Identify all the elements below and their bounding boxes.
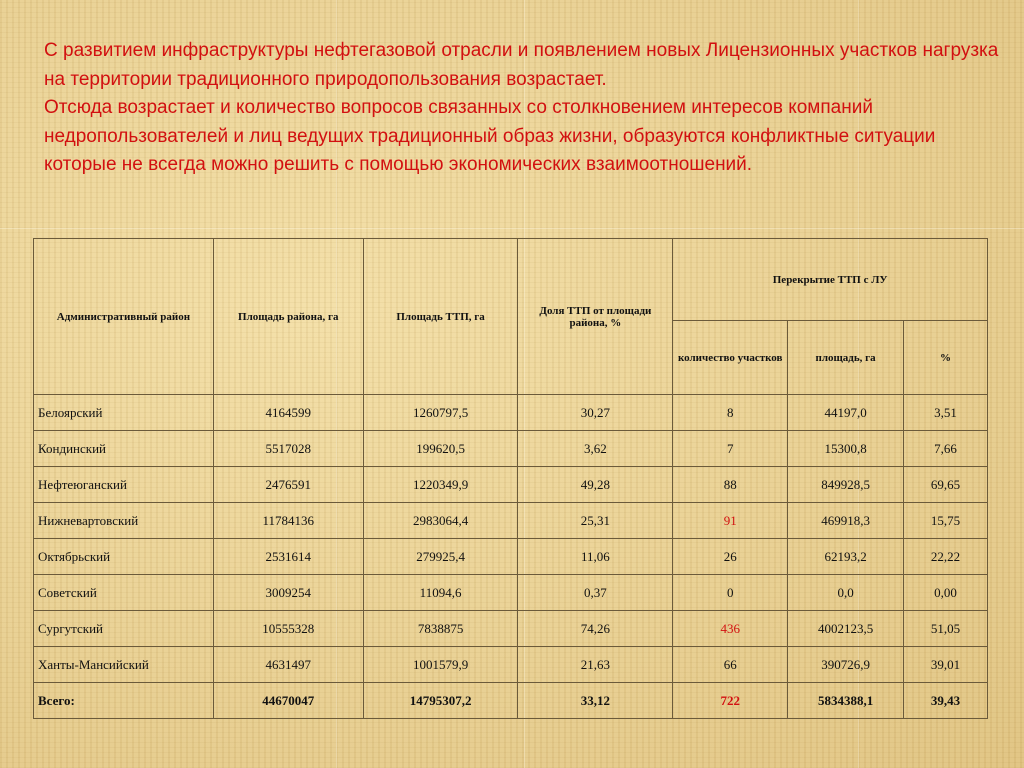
cell-ttp: 279925,4 bbox=[363, 539, 518, 575]
cell-pct: 15,75 bbox=[904, 503, 988, 539]
cell-total-area: 44670047 bbox=[213, 683, 363, 719]
cell-area: 11784136 bbox=[213, 503, 363, 539]
cell-pct: 51,05 bbox=[904, 611, 988, 647]
cell-overlap-area: 0,0 bbox=[788, 575, 904, 611]
cell-count: 8 bbox=[673, 395, 788, 431]
header-count: количество участков bbox=[673, 321, 788, 395]
cell-district: Кондинский bbox=[34, 431, 214, 467]
cell-total-share: 33,12 bbox=[518, 683, 673, 719]
table-row bbox=[34, 503, 988, 539]
cell-share: 11,06 bbox=[518, 539, 673, 575]
cell-district: Ханты-Мансийский bbox=[34, 647, 214, 683]
cell-area: 10555328 bbox=[213, 611, 363, 647]
cell-share: 25,31 bbox=[518, 503, 673, 539]
cell-overlap-area: 4002123,5 bbox=[788, 611, 904, 647]
cell-share: 74,26 bbox=[518, 611, 673, 647]
cell-district: Сургутский bbox=[34, 611, 214, 647]
intro-paragraph-2: Отсюда возрастает и количество вопросов связанных со столкновением интересов компаний недропользователей и лиц ведущих традиционный образ жизни, образуются конфликтные ситуации которые не всегда можно решить с помощью экономических взаимоотношений. bbox=[44, 97, 936, 175]
cell-pct: 22,22 bbox=[904, 539, 988, 575]
cell-area: 3009254 bbox=[213, 575, 363, 611]
table-row bbox=[34, 647, 988, 683]
cell-count: 66 bbox=[673, 647, 788, 683]
cell-count: 7 bbox=[673, 431, 788, 467]
cell-count: 26 bbox=[673, 539, 788, 575]
cell-pct: 39,01 bbox=[904, 647, 988, 683]
cell-ttp: 1260797,5 bbox=[363, 395, 518, 431]
table-total-row bbox=[34, 683, 988, 719]
cell-share: 49,28 bbox=[518, 467, 673, 503]
cell-area: 4631497 bbox=[213, 647, 363, 683]
cell-count: 88 bbox=[673, 467, 788, 503]
cell-pct: 69,65 bbox=[904, 467, 988, 503]
cell-overlap-area: 15300,8 bbox=[788, 431, 904, 467]
overlap-table bbox=[33, 238, 988, 719]
cell-pct: 0,00 bbox=[904, 575, 988, 611]
background-gridline bbox=[0, 228, 1024, 229]
cell-pct: 3,51 bbox=[904, 395, 988, 431]
cell-area: 2476591 bbox=[213, 467, 363, 503]
cell-overlap-area: 469918,3 bbox=[788, 503, 904, 539]
header-district: Административный район bbox=[34, 239, 214, 395]
cell-ttp: 1001579,9 bbox=[363, 647, 518, 683]
header-overlap-pct: % bbox=[904, 321, 988, 395]
cell-ttp: 199620,5 bbox=[363, 431, 518, 467]
cell-area: 2531614 bbox=[213, 539, 363, 575]
cell-total-pct: 39,43 bbox=[904, 683, 988, 719]
cell-share: 3,62 bbox=[518, 431, 673, 467]
cell-district: Нижневартовский bbox=[34, 503, 214, 539]
cell-overlap-area: 62193,2 bbox=[788, 539, 904, 575]
cell-ttp: 2983064,4 bbox=[363, 503, 518, 539]
header-overlap-group: Перекрытие ТТП с ЛУ bbox=[673, 239, 988, 321]
cell-total-label: Всего: bbox=[34, 683, 214, 719]
cell-share: 0,37 bbox=[518, 575, 673, 611]
cell-overlap-area: 849928,5 bbox=[788, 467, 904, 503]
cell-share: 30,27 bbox=[518, 395, 673, 431]
cell-ttp: 7838875 bbox=[363, 611, 518, 647]
cell-district: Белоярский bbox=[34, 395, 214, 431]
cell-overlap-area: 390726,9 bbox=[788, 647, 904, 683]
cell-count: 91 bbox=[673, 503, 788, 539]
cell-district: Нефтеюганский bbox=[34, 467, 214, 503]
cell-district: Октябрьский bbox=[34, 539, 214, 575]
table-row bbox=[34, 611, 988, 647]
cell-area: 5517028 bbox=[213, 431, 363, 467]
cell-share: 21,63 bbox=[518, 647, 673, 683]
intro-text bbox=[44, 37, 1004, 180]
cell-district: Советский bbox=[34, 575, 214, 611]
cell-pct: 7,66 bbox=[904, 431, 988, 467]
header-ttp-share: Доля ТТП от площади района, % bbox=[518, 239, 673, 395]
cell-ttp: 1220349,9 bbox=[363, 467, 518, 503]
cell-total-count: 722 bbox=[673, 683, 788, 719]
cell-overlap-area: 44197,0 bbox=[788, 395, 904, 431]
cell-count: 436 bbox=[673, 611, 788, 647]
intro-paragraph-1: С развитием инфраструктуры нефтегазовой отрасли и появлением новых Лицензионных участков нагрузка на территории традиционного природопользования возрастает. bbox=[44, 40, 999, 90]
header-overlap-area: площадь, га bbox=[788, 321, 904, 395]
table-row bbox=[34, 539, 988, 575]
table-row bbox=[34, 395, 988, 431]
table-row bbox=[34, 467, 988, 503]
cell-area: 4164599 bbox=[213, 395, 363, 431]
cell-ttp: 11094,6 bbox=[363, 575, 518, 611]
table-row bbox=[34, 575, 988, 611]
cell-total-overlap-area: 5834388,1 bbox=[788, 683, 904, 719]
header-district-area: Площадь района, га bbox=[213, 239, 363, 395]
header-ttp-area: Площадь ТТП, га bbox=[363, 239, 518, 395]
cell-total-ttp: 14795307,2 bbox=[363, 683, 518, 719]
cell-count: 0 bbox=[673, 575, 788, 611]
table-row bbox=[34, 431, 988, 467]
